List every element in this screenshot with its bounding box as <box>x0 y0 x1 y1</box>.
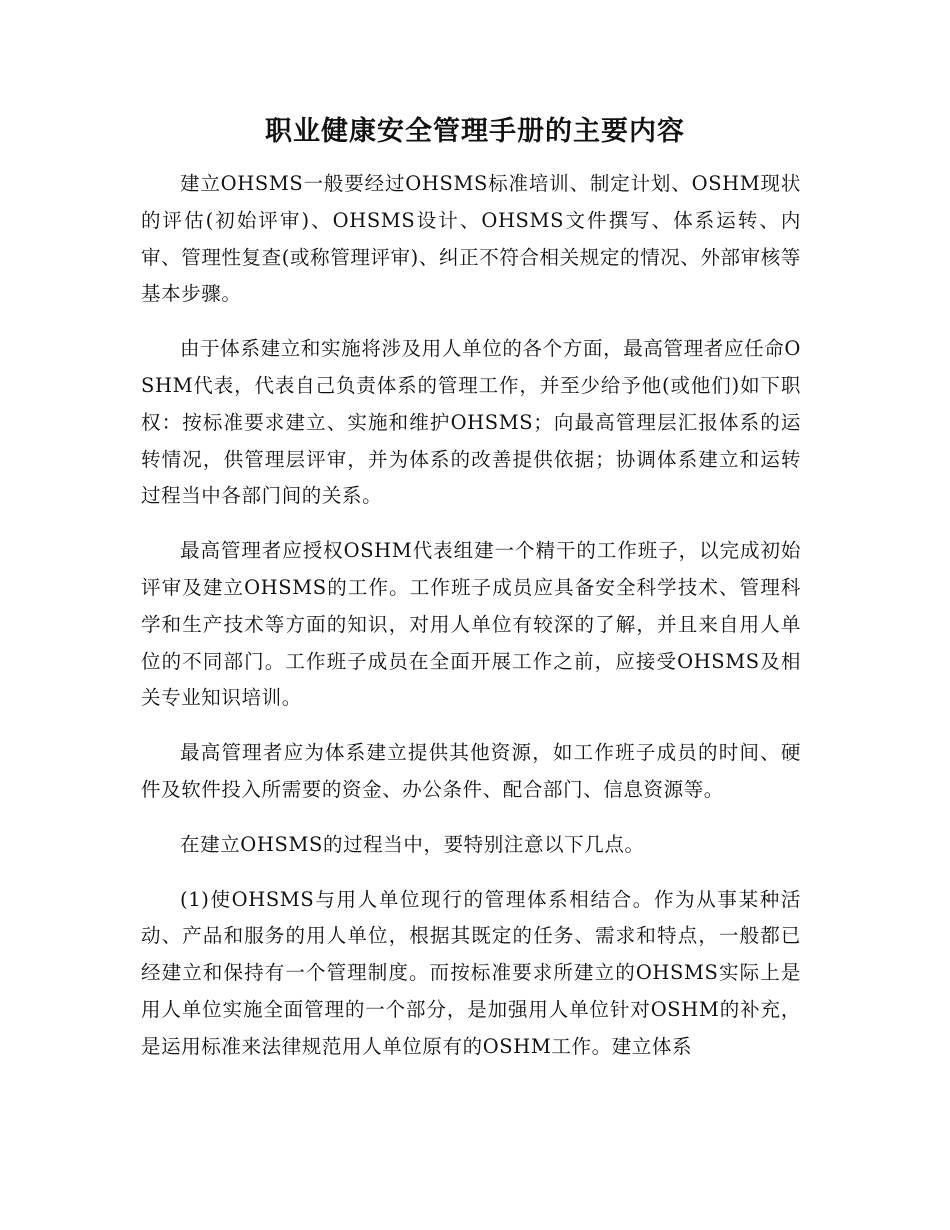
document-body <box>141 166 801 1084</box>
document-title: 职业健康安全管理手册的主要内容 <box>265 116 685 147</box>
paragraph-resources: 最高管理者应为体系建立提供其他资源，如工作班子成员的时间、硬件及软件投入所需要的资金、办公条件、配合部门、信息资源等。 <box>141 741 801 801</box>
paragraph-steps: 建立OHSMS一般要经过OHSMS标准培训、制定计划、OSHM现状的评估(初始评审)、OHSMS设计、OHSMS文件撰写、体系运转、内审、管理性复查(或称管理评审)、纠正不符合相关规定的情况、外部审核等基本步骤。 <box>141 172 801 306</box>
paragraph-attention: 在建立OHSMS的过程当中，要特别注意以下几点。 <box>180 832 645 856</box>
paragraph-working-group: 最高管理者应授权OSHM代表组建一个精干的工作班子，以完成初始评审及建立OHSMS的工作。工作班子成员应具备安全科学技术、管理科学和生产技术等方面的知识，对用人单位有较深的了解，并且来自用人单位的不同部门。工作班子成员在全面开展工作之前，应接受OHSMS及相关专业知识培训。 <box>141 539 801 710</box>
paragraph-point-1: (1)使OHSMS与用人单位现行的管理体系相结合。作为从事某种活动、产品和服务的用人单位，根据其既定的任务、需求和特点，一般都已经建立和保持有一个管理制度。而按标准要求所建立的OHSMS实际上是用人单位实施全面管理的一个部分，是加强用人单位针对OSHM的补充，是运用标准来法律规范用人单位原有的OSHM工作。建立体系 <box>141 887 801 1058</box>
paragraph-representative: 由于体系建立和实施将涉及用人单位的各个方面，最高管理者应任命OSHM代表，代表自己负责体系的管理工作，并至少给予他(或他们)如下职权：按标准要求建立、实施和维护OHSMS；向最高管理层汇报体系的运转情况，供管理层评审，并为体系的改善提供依据；协调体系建立和运转过程当中各部门间的关系。 <box>141 337 801 508</box>
